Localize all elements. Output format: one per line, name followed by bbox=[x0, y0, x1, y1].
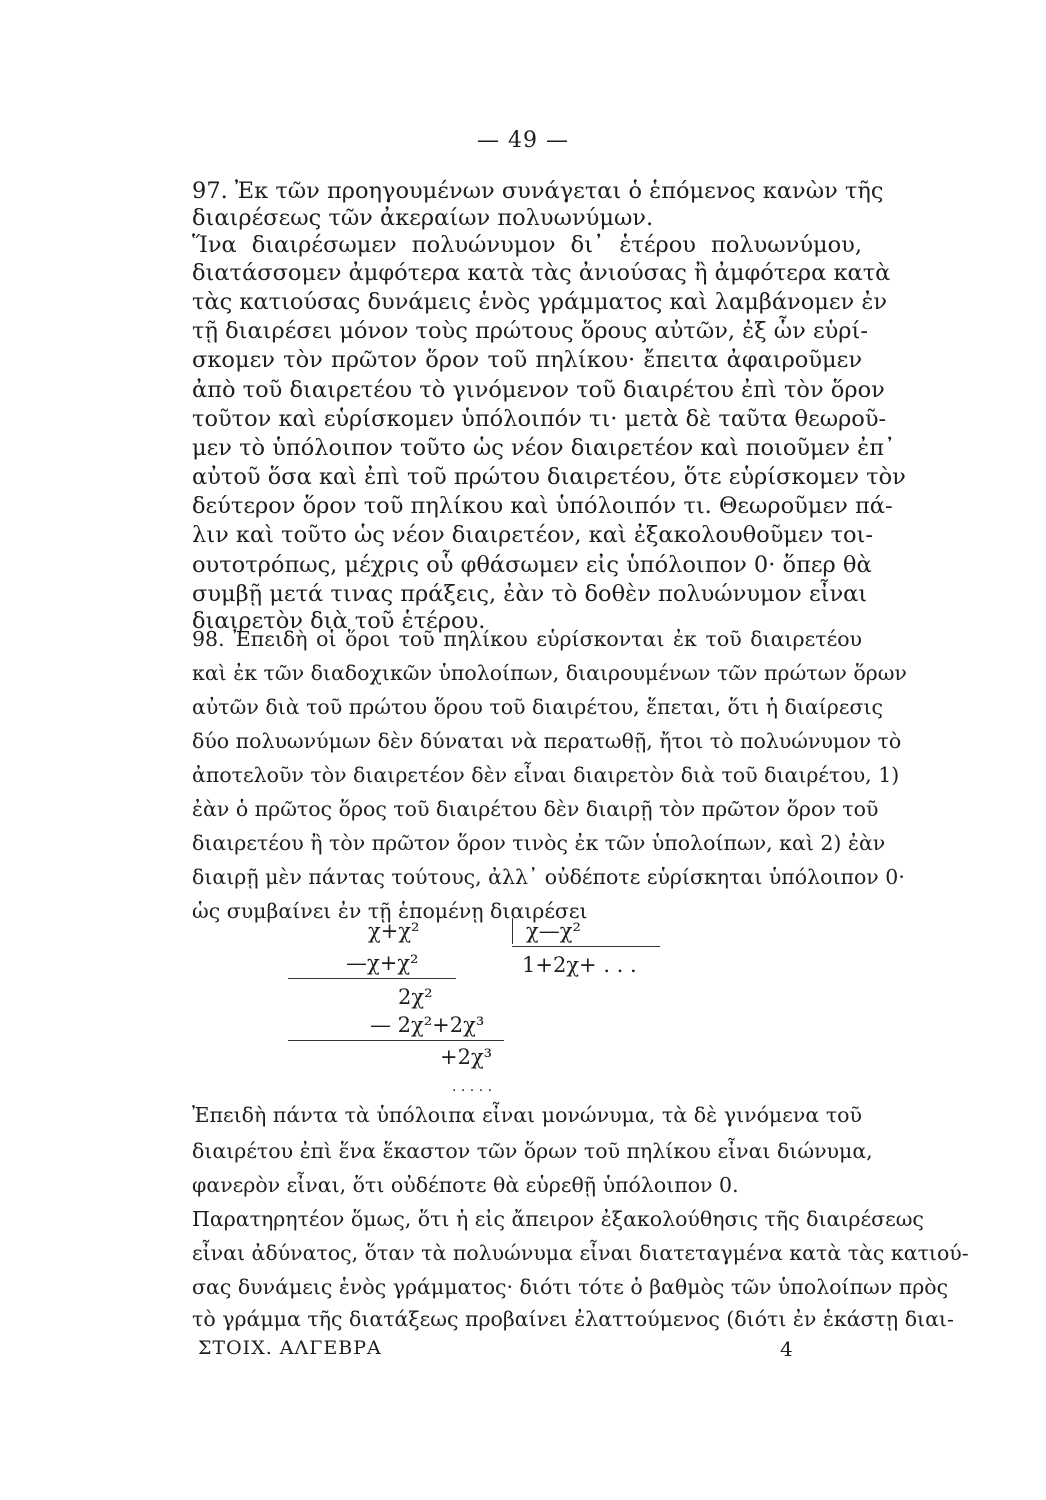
text-line: ὡς συμβαίνει ἐν τῇ ἑπομένῃ διαιρέσει bbox=[192, 899, 588, 923]
remainder-2: +2χ³ bbox=[440, 1045, 493, 1069]
text-line: διαιρετὸν διὰ τοῦ ἑτέρου. bbox=[192, 608, 486, 634]
division-bar-vertical bbox=[512, 918, 513, 944]
text-line: Ἵνα διαιρέσωμεν πολυώνυμον δι᾿ ἑτέρου πολυωνύμου, bbox=[192, 232, 862, 258]
text-line: δύο πολυωνύμων δὲν δύναται νὰ περατωθῇ, ἤτοι τὸ πολυώνυμον τὸ bbox=[192, 729, 902, 753]
remainder-1: 2χ² bbox=[398, 985, 433, 1009]
text-line: διατάσσομεν ἀμφότερα κατὰ τὰς ἀνιούσας ἢ ἀμφότερα κατὰ bbox=[192, 260, 891, 286]
continuation-dots: . . . . . bbox=[452, 1079, 493, 1095]
divisor: χ—χ² bbox=[526, 919, 581, 943]
subtracted-product-2: — 2χ²+2χ³ bbox=[370, 1013, 485, 1037]
subtraction-rule-1 bbox=[288, 978, 456, 979]
text-line: ἐὰν ὁ πρῶτος ὅρος τοῦ διαιρέτου δὲν διαιρῇ τὸν πρῶτον ὅρον τοῦ bbox=[192, 797, 879, 821]
text-line: καὶ ἐκ τῶν διαδοχικῶν ὑπολοίπων, διαιρουμένων τῶν πρώτων ὅρων bbox=[192, 661, 907, 685]
text-line: σκομεν τὸν πρῶτον ὅρον τοῦ πηλίκου· ἔπειτα ἀφαιροῦμεν bbox=[192, 347, 862, 373]
text-line: ἀπὸ τοῦ διαιρετέου τὸ γινόμενον τοῦ διαιρέτου ἐπὶ τὸν ὅρον bbox=[192, 377, 885, 403]
text-line: δεύτερον ὅρον τοῦ πηλίκου καὶ ὑπόλοιπόν τι. Θεωροῦμεν πά- bbox=[192, 493, 893, 519]
division-bar-horizontal bbox=[512, 946, 660, 947]
text-line: αὐτῶν διὰ τοῦ πρώτου ὅρου τοῦ διαιρέτου, ἕπεται, ὅτι ἡ διαίρεσις bbox=[192, 695, 883, 719]
text-line: Παρατηρητέον ὅμως, ὅτι ἡ εἰς ἄπειρον ἐξακολούθησις τῆς διαιρέσεως bbox=[192, 1207, 924, 1231]
text-line: ἀποτελοῦν τὸν διαιρετέον δὲν εἶναι διαιρετὸν διὰ τοῦ διαιρέτου, 1) bbox=[192, 763, 900, 787]
text-line: διαιρῇ μὲν πάντας τούτους, ἀλλ᾿ οὐδέποτε εὑρίσκηται ὑπόλοιπον 0· bbox=[192, 865, 905, 889]
footer-book-title: ΣΤΟΙΧ. ΑΛΓΕΒΡΑ bbox=[198, 1337, 382, 1359]
text-line: εἶναι ἀδύνατος, ὅταν τὰ πολυώνυμα εἶναι διατεταγμένα κατὰ τὰς κατιού- bbox=[192, 1241, 969, 1265]
text-line: αὐτοῦ ὅσα καὶ ἐπὶ τοῦ πρώτου διαιρετέου, ὅτε εὑρίσκομεν τὸν bbox=[192, 464, 906, 490]
text-line: συμβῇ μετά τινας πράξεις, ἐὰν τὸ δοθὲν πολυώνυμον εἶναι bbox=[192, 581, 868, 607]
text-line: ουτοτρόπως, μέχρις οὗ φθάσωμεν εἰς ὑπόλοιπον 0· ὅπερ θὰ bbox=[192, 552, 872, 578]
footer-signature: 4 bbox=[780, 1337, 793, 1361]
text-line: λιν καὶ τοῦτο ὡς νέον διαιρετέον, καὶ ἐξακολουθοῦμεν τοι- bbox=[192, 522, 873, 548]
text-line: τὰς κατιούσας δυνάμεις ἑνὸς γράμματος καὶ λαμβάνομεν ἐν bbox=[192, 289, 888, 315]
subtracted-product-1: —χ+χ² bbox=[346, 951, 419, 975]
page-number: — 49 — bbox=[477, 128, 569, 153]
text-line: διαιρέσεως τῶν ἀκεραίων πολυωνύμων. bbox=[192, 205, 654, 231]
text-line: σας δυνάμεις ἑνὸς γράμματος· διότι τότε ὁ βαθμὸς τῶν ὑπολοίπων πρὸς bbox=[192, 1275, 949, 1299]
text-line: τῇ διαιρέσει μόνον τοὺς πρώτους ὅρους αὐτῶν, ἐξ ὧν εὑρί- bbox=[192, 318, 868, 344]
text-line: διαιρετέου ἢ τὸν πρῶτον ὅρον τινὸς ἐκ τῶν ὑπολοίπων, καὶ 2) ἐὰν bbox=[192, 831, 886, 855]
text-line: Ἐπειδὴ πάντα τὰ ὑπόλοιπα εἶναι μονώνυμα, τὰ δὲ γινόμενα τοῦ bbox=[192, 1103, 862, 1127]
dividend: χ+χ² bbox=[368, 919, 420, 943]
text-line: 98. Ἐπειδὴ οἱ ὅροι τοῦ πηλίκου εὑρίσκονται ἐκ τοῦ διαιρετέου bbox=[192, 627, 862, 651]
text-line: διαιρέτου ἐπὶ ἕνα ἕκαστον τῶν ὅρων τοῦ πηλίκου εἶναι διώνυμα, bbox=[192, 1139, 873, 1163]
text-line: τὸ γράμμα τῆς διατάξεως προβαίνει ἐλαττούμενος (διότι ἐν ἑκάστῃ διαι- bbox=[192, 1307, 954, 1331]
text-line: τοῦτον καὶ εὑρίσκομεν ὑπόλοιπόν τι· μετὰ δὲ ταῦτα θεωροῦ- bbox=[192, 406, 887, 432]
text-line: φανερὸν εἶναι, ὅτι οὐδέποτε θὰ εὑρεθῇ ὑπόλοιπον 0. bbox=[192, 1173, 739, 1197]
text-line: μεν τὸ ὑπόλοιπον τοῦτο ὡς νέον διαιρετέον καὶ ποιοῦμεν ἐπ᾿ bbox=[192, 435, 896, 461]
quotient: 1+2χ+ . . . bbox=[522, 953, 637, 977]
text-line: 97. Ἐκ τῶν προηγουμένων συνάγεται ὁ ἑπόμενος κανὼν τῆς bbox=[192, 178, 884, 204]
subtraction-rule-2 bbox=[288, 1040, 504, 1041]
